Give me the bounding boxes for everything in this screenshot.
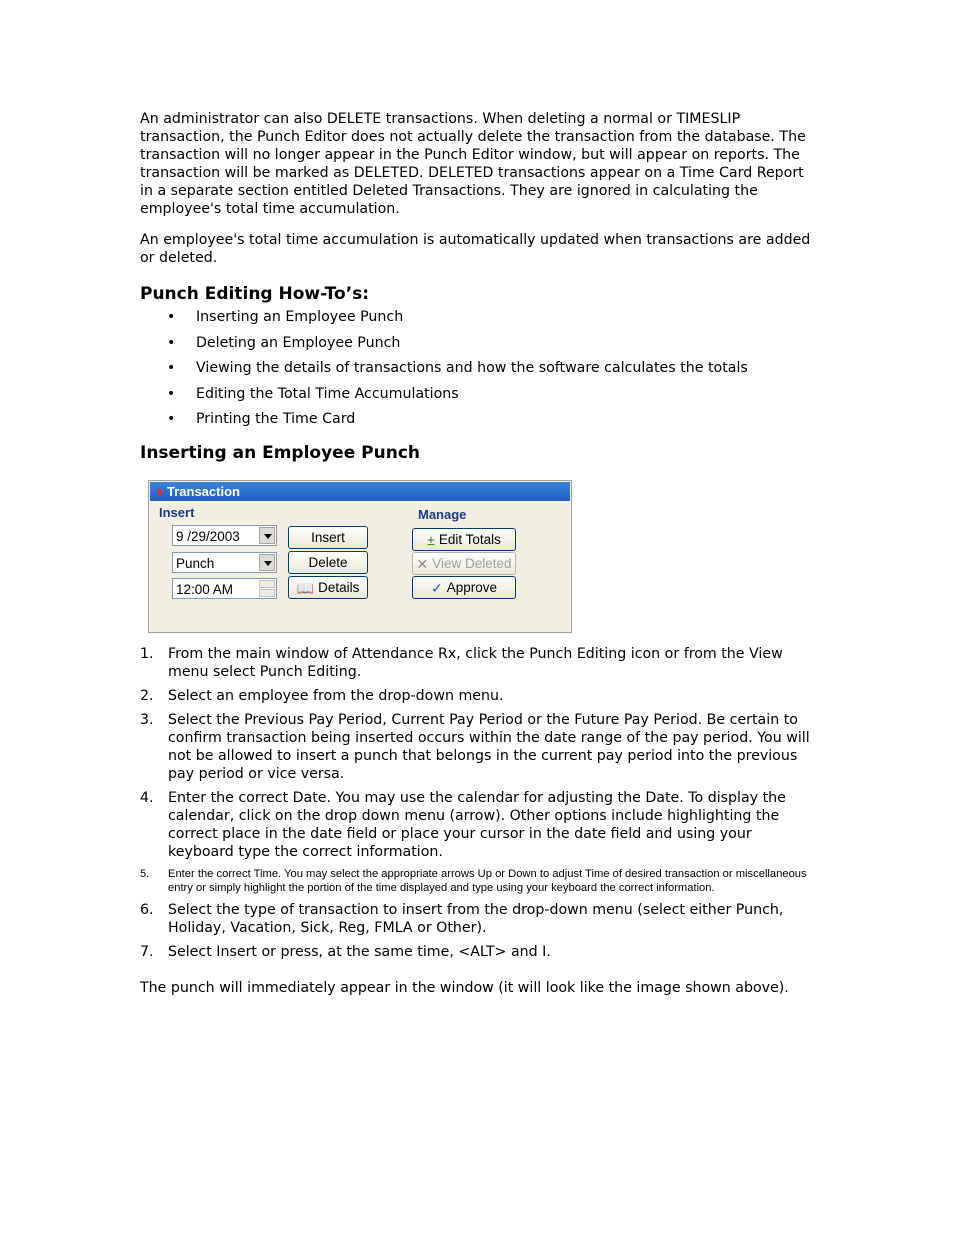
view-deleted-button[interactable] (412, 552, 516, 575)
chevron-down-icon[interactable] (259, 554, 275, 571)
view-deleted-label: View Deleted (432, 556, 512, 572)
list-item (140, 385, 816, 403)
step-text: Select Insert or press, at the same time, <ALT> and I. (168, 944, 551, 961)
plus-minus-icon: ± (427, 532, 435, 549)
list-item (140, 789, 816, 861)
step-text: Enter the correct Time. You may select the appropriate arrows Up or Down to adjust Time of desired transaction or miscellaneous entry or simply highlight the portion of the time displayed and type using your keyboard the correct information. (168, 868, 807, 895)
list-item (140, 867, 816, 895)
panel-titlebar (150, 482, 570, 501)
triangle-right-icon (157, 487, 163, 497)
step-text: From the main window of Attendance Rx, click the Punch Editing icon or from the View menu select Punch Editing. (168, 646, 783, 681)
panel-title: Transaction (167, 484, 240, 500)
bullet: • (167, 334, 176, 351)
edit-totals-button[interactable] (412, 528, 516, 551)
edit-totals-label: Edit Totals (438, 532, 501, 548)
type-value: Punch (176, 556, 215, 572)
list-item (140, 410, 816, 428)
details-button[interactable] (288, 576, 368, 599)
list-item (140, 901, 816, 937)
closing-paragraph: The punch will immediately appear in the window (it will look like the image shown above). (140, 980, 789, 997)
step-number: 2. (140, 688, 154, 705)
time-spinner[interactable] (259, 580, 275, 597)
list-item (140, 711, 816, 783)
list-item-text: Printing the Time Card (196, 411, 356, 428)
step-number: 4. (140, 790, 154, 807)
insert-button[interactable]: Insert (288, 526, 368, 549)
manage-group-label: Manage (418, 507, 467, 523)
list-item-text: Inserting an Employee Punch (196, 309, 404, 325)
steps-list (140, 645, 816, 961)
step-number: 3. (140, 712, 154, 729)
step-text: Select an employee from the drop-down menu. (168, 688, 504, 705)
insert-group-label: Insert (159, 505, 195, 521)
time-value: 12:00 AM (176, 582, 234, 598)
howto-list (140, 308, 816, 428)
step-number: 1. (140, 646, 154, 663)
list-item (140, 308, 816, 326)
spin-down-icon[interactable] (259, 589, 275, 597)
list-item (140, 359, 816, 377)
intro-paragraph-2: An employee's total time accumulation is automatically updated when transactions are added or deleted. (140, 232, 811, 266)
x-icon: ✕ (416, 556, 429, 573)
step-text: Enter the correct Date. You may use the calendar for adjusting the Date. To display the calendar, click on the drop down menu (arrow). Other options include highlighting the correct place in the date field or place your cursor in the date field and using your keyboard type the correct information. (168, 790, 786, 861)
step-text: Select the type of transaction to insert from the drop-down menu (select either Punch, Holiday, Vacation, Sick, Reg, FMLA or Other). (168, 902, 784, 937)
details-label: Details (318, 580, 360, 596)
date-value: 9 /29/2003 (176, 529, 240, 545)
book-icon: 📖 (296, 580, 315, 597)
list-item (140, 334, 816, 352)
delete-button[interactable]: Delete (288, 551, 368, 574)
list-item-text: Deleting an Employee Punch (196, 334, 401, 351)
spin-up-icon[interactable] (259, 580, 275, 588)
step-number: 7. (140, 944, 154, 961)
transaction-panel (148, 480, 572, 633)
bullet: • (167, 360, 176, 377)
document-page (140, 110, 816, 997)
date-field[interactable] (172, 525, 277, 546)
approve-label: Approve (446, 580, 498, 596)
chevron-down-icon[interactable] (259, 527, 275, 544)
bullet: • (167, 385, 176, 402)
list-item-text: Editing the Total Time Accumulations (196, 385, 459, 402)
step-number: 5. (140, 868, 150, 881)
list-item (140, 645, 816, 681)
transaction-type-select[interactable] (172, 552, 277, 573)
step-number: 6. (140, 902, 154, 919)
step-text: Select the Previous Pay Period, Current Pay Period or the Future Pay Period. Be certain to confirm transaction being inserted occurs within the date range of the pay period. You will not be allowed to insert a punch that belongs in the current pay period into the previous pay period or vice versa. (168, 712, 810, 783)
insert-heading: Inserting an Employee Punch (140, 443, 421, 464)
howto-heading: Punch Editing How-To’s: (140, 284, 370, 304)
intro-paragraph-1: An administrator can also DELETE transactions. When deleting a normal or TIMESLIP transaction, the Punch Editor does not actually delete the transaction from the database. The transaction will no longer appear in the Punch Editor window, but will appear on reports. The transaction will be marked as DELETED. DELETED transactions appear on a Time Card Report in a separate section entitled Deleted Transactions. They are ignored in calculating the employee's total time accumulation. (140, 111, 806, 217)
checkmark-icon: ✓ (430, 580, 443, 597)
bullet: • (167, 309, 176, 325)
approve-button[interactable] (412, 576, 516, 599)
list-item-text: Viewing the details of transactions and how the software calculates the totals (196, 360, 748, 377)
time-field[interactable] (172, 578, 277, 599)
bullet: • (167, 411, 176, 428)
list-item (140, 943, 816, 961)
list-item (140, 687, 816, 705)
